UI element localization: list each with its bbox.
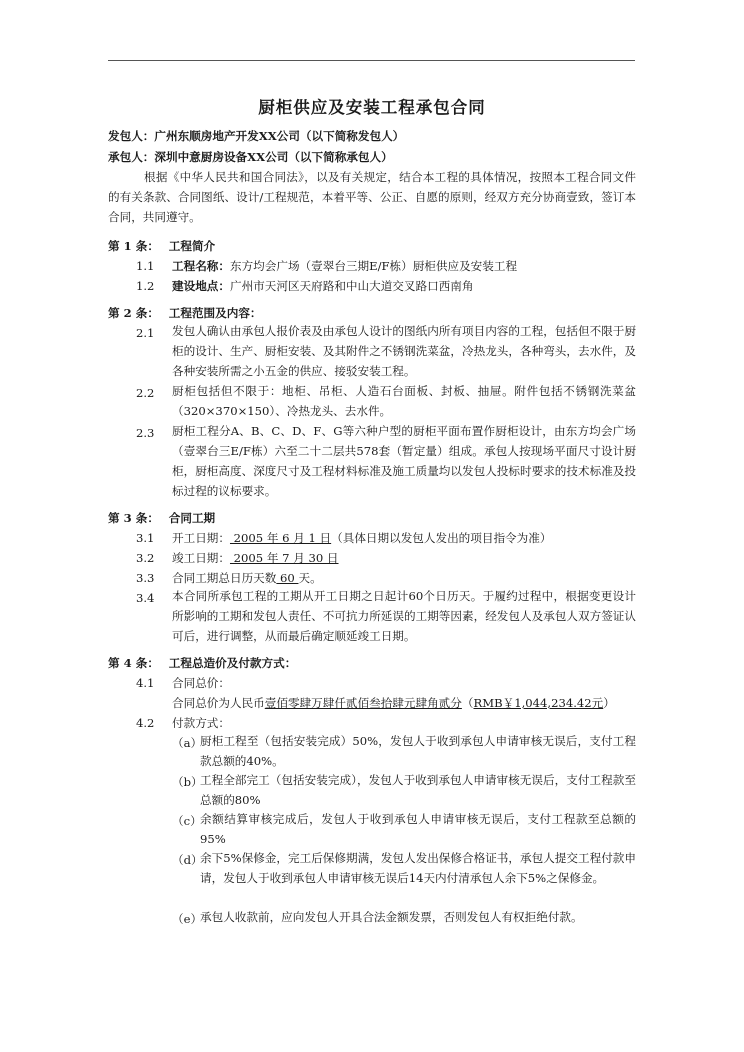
clause-1-1 bbox=[136, 259, 517, 274]
payment-item-c: 余额结算审核完成后，发包人于收到承包人申请审核无误后，支付工程款至总额的95% bbox=[200, 812, 636, 846]
employer-label: 发包人： bbox=[108, 129, 155, 143]
clause-number: 3.1 bbox=[136, 531, 155, 545]
clause-1-2 bbox=[136, 279, 473, 294]
start-date-note: （具体日期以发包人发出的项目指令为准） bbox=[331, 531, 552, 545]
total-days-unit: 天。 bbox=[298, 571, 322, 585]
article-2-heading: 第 2 条： 工程范围及内容： bbox=[108, 306, 262, 320]
start-date-label: 开工日期： bbox=[172, 531, 230, 545]
total-days-label: 合同工期总日历天数 bbox=[172, 571, 277, 585]
contractor-label: 承包人： bbox=[108, 150, 155, 164]
clause-number: 3.4 bbox=[136, 591, 155, 605]
payment-item-b: 工程全部完工（包括安装完成），发包人于收到承包人申请审核无误后，支付工程款至总额的80% bbox=[200, 773, 636, 807]
clause-number: 2.1 bbox=[136, 326, 155, 340]
price-rmb: RMB￥1,044,234.42元 bbox=[473, 696, 604, 710]
clause-4-2 bbox=[136, 716, 230, 731]
clause-number: 4.2 bbox=[136, 716, 155, 730]
project-name-value: 东方均会广场（壹翠台三期E/F栋）厨柜供应及安装工程 bbox=[229, 259, 518, 273]
item-tag: （b） bbox=[172, 775, 203, 789]
contractor-line bbox=[108, 150, 393, 165]
payment-item-a: 厨柜工程至（包括安装完成）50%，发包人于收到承包人申请审核无误后，支付工程款总额的40%。 bbox=[200, 734, 636, 768]
clause-number: 1.1 bbox=[136, 259, 155, 273]
clause-2-1-text: 发包人确认由承包人报价表及由承包人设计的图纸内所有项目内容的工程，包括但不限于厨柜的设计、生产、厨柜安装、及其附件之不锈钢洗菜盆，冷热龙头，各种弯头，去水件，及各种安装所需之小五金的供应、接驳安装工程。 bbox=[172, 324, 636, 378]
total-days-value: 60 bbox=[276, 571, 299, 585]
article-3-heading: 第 3 条： 合同工期 bbox=[108, 511, 216, 525]
item-tag: （a） bbox=[172, 736, 203, 750]
price-open-paren: （ bbox=[461, 696, 474, 710]
clause-number: 2.3 bbox=[136, 426, 155, 440]
completion-date-value: 2005 年 7 月 30 日 bbox=[229, 551, 339, 565]
payment-item-d: 余下5%保修金，完工后保修期满，发包人发出保修合格证书，承包人提交工程付款申请，发包人于收到承包人申请审核无误后14天内付清承包人余下5%之保修金。 bbox=[200, 851, 636, 885]
item-tag: （c） bbox=[172, 814, 202, 828]
clause-number: 2.2 bbox=[136, 386, 155, 400]
clause-3-1 bbox=[136, 531, 551, 546]
clause-number: 1.2 bbox=[136, 279, 155, 293]
page-title: 厨柜供应及安装工程承包合同 bbox=[258, 98, 486, 117]
clause-3-4-text: 本合同所承包工程的工期从开工日期之日起计60个日历天。于履约过程中，根据变更设计所影响的工期和发包人责任、不可抗力所延误的工期等因素，经发包人及承包人双方签证认可后，进行调整，从而最后确定顺延竣工日期。 bbox=[172, 589, 636, 643]
site-label: 建设地点： bbox=[172, 279, 230, 293]
payment-item-e: 承包人收款前，应向发包人开具合法金额发票，否则发包人有权拒绝付款。 bbox=[200, 910, 583, 924]
header-rule bbox=[108, 60, 635, 61]
clause-4-1 bbox=[136, 676, 230, 691]
completion-date-label: 竣工日期： bbox=[172, 551, 230, 565]
total-price-label: 合同总价： bbox=[172, 676, 230, 690]
employer-value: 广州东顺房地产开发XX公司（以下简称发包人） bbox=[154, 129, 405, 143]
article-1-heading: 第 1 条： 工程简介 bbox=[108, 239, 216, 253]
project-name-label: 工程名称： bbox=[172, 259, 230, 273]
price-prefix: 合同总价为人民币 bbox=[172, 696, 265, 710]
contractor-value: 深圳中意厨房设备XX公司（以下简称承包人） bbox=[154, 150, 393, 164]
preamble: 根据《中华人民共和国合同法》，以及有关规定，结合本工程的具体情况，按照本工程合同文件的有关条款、合同图纸、设计/工程规范，本着平等、公正、自愿的原则，经双方充分协商壹致，签订本合同，共同遵守。 bbox=[108, 170, 636, 224]
site-value: 广州市天河区天府路和中山大道交叉路口西南角 bbox=[229, 279, 474, 293]
clause-2-3-text: 厨柜工程分A、B、C、D、F、G等六种户型的厨柜平面布置作厨柜设计，由东方均会广场（壹翠台三E/F栋）六至二十二层共578套（暂定量）组成。承包人按现场平面尺寸设计厨柜，厨柜高度、深度尺寸及工程材料标准及施工质量均以发包人投标时要求的技术标准及投标过程的议标要求。 bbox=[172, 424, 636, 498]
clause-3-3 bbox=[136, 571, 322, 586]
employer-line bbox=[108, 129, 404, 144]
clause-number: 4.1 bbox=[136, 676, 155, 690]
article-4-heading: 第 4 条： 工程总造价及付款方式： bbox=[108, 656, 297, 670]
price-in-words: 壹佰零肆万肆仟贰佰叁拾肆元肆角贰分 bbox=[264, 696, 462, 710]
total-price-line bbox=[172, 696, 615, 711]
clause-2-2-text: 厨柜包括但不限于：地柜、吊柜、人造石台面板、封板、抽屉。附件包括不锈钢洗菜盆（320×370×150）、冷热龙头、去水件。 bbox=[172, 384, 636, 418]
clause-number: 3.2 bbox=[136, 551, 155, 565]
item-tag: （e） bbox=[172, 912, 203, 926]
item-tag: （d） bbox=[172, 853, 203, 867]
clause-3-2 bbox=[136, 551, 339, 566]
payment-label: 付款方式： bbox=[172, 716, 230, 730]
clause-number: 3.3 bbox=[136, 571, 155, 585]
start-date-value: 2005 年 6 月 1 日 bbox=[229, 531, 332, 545]
price-close-paren: ） bbox=[603, 696, 615, 710]
